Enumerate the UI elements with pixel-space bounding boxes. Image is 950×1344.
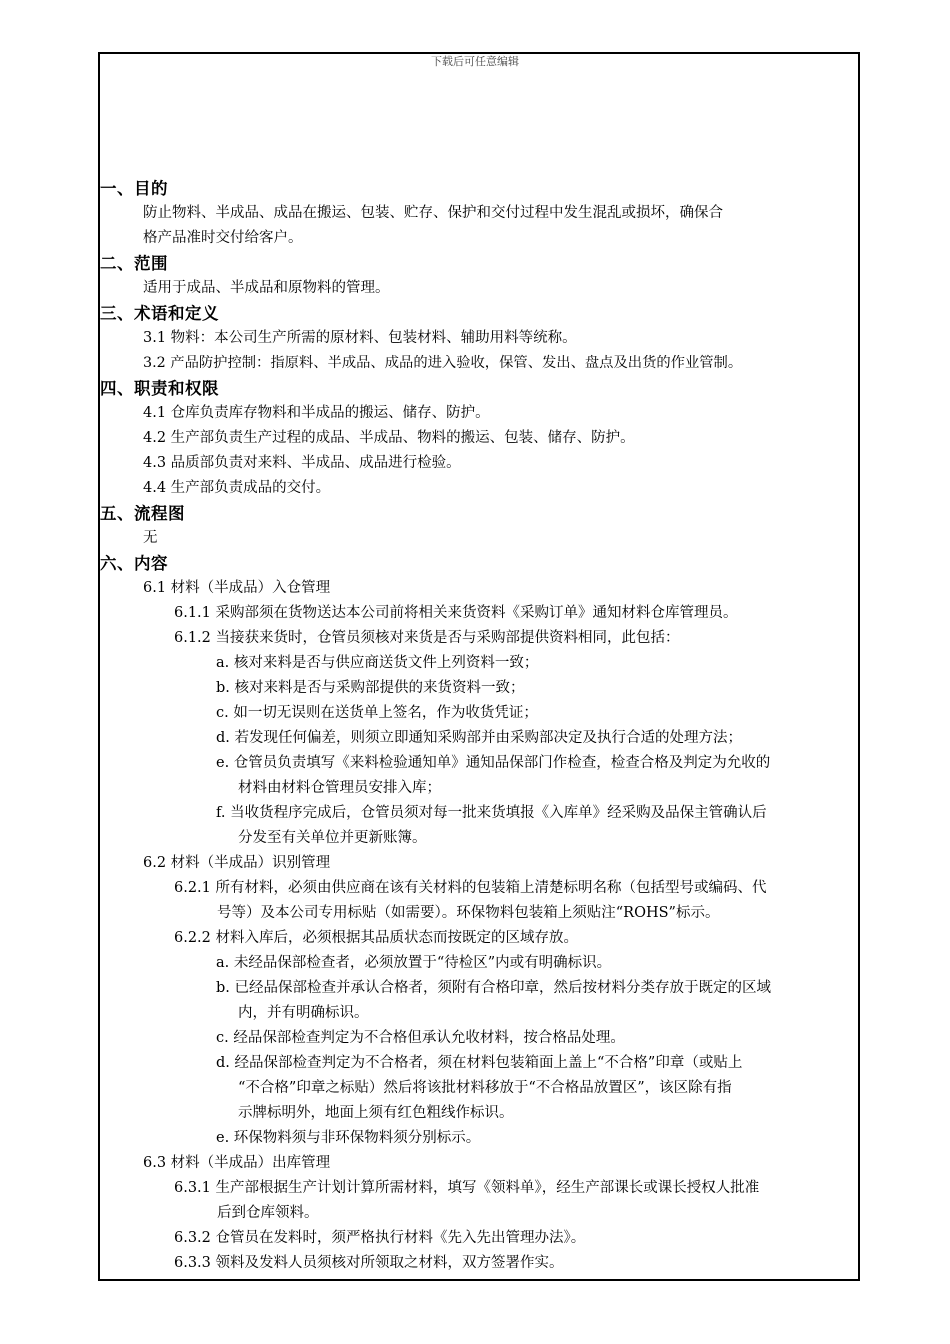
responsibility-item: 4.1 仓库负责库存物料和半成品的搬运、储存、防护。	[143, 405, 490, 421]
subsection-heading: 6.3 材料（半成品）出库管理	[143, 1155, 331, 1171]
list-item: e. 环保物料须与非环保物料须分别标示。	[216, 1130, 481, 1146]
clause-item: 6.1.2 当接获来货时，仓管员须核对来货是否与采购部提供资料相同，此包括：	[174, 630, 680, 646]
clause-item: 6.2.2 材料入库后，必须根据其品质状态而按既定的区域存放。	[174, 930, 579, 946]
section-heading-purpose: 一、目的	[100, 179, 168, 198]
clause-item: 6.3.1 生产部根据生产计划计算所需材料，填写《领料单》，经生产部课长或课长授权人批准	[174, 1180, 760, 1196]
paragraph: 适用于成品、半成品和原物料的管理。	[143, 280, 390, 296]
definition-item: 3.1 物料：本公司生产所需的原材料、包装材料、辅助用料等统称。	[143, 330, 577, 346]
responsibility-item: 4.3 品质部负责对来料、半成品、成品进行检验。	[143, 455, 461, 471]
paragraph: 格产品准时交付给客户。	[143, 230, 303, 246]
section-heading-terms: 三、术语和定义	[100, 304, 219, 323]
list-item: c. 如一切无误则在送货单上签名，作为收货凭证；	[216, 705, 538, 721]
list-item: a. 未经品保部检查者，必须放置于“待检区”内或有明确标识。	[216, 955, 612, 971]
definition-item: 3.2 产品防护控制：指原料、半成品、成品的进入验收，保管、发出、盘点及出货的作业管制。	[143, 355, 743, 371]
section-heading-scope: 二、范围	[100, 254, 168, 273]
list-item: b. 核对来料是否与采购部提供的来货资料一致；	[216, 680, 525, 696]
list-item: d. 经品保部检查判定为不合格者，须在材料包装箱面上盖上“不合格”印章（或贴上	[216, 1055, 743, 1071]
responsibility-item: 4.2 生产部负责生产过程的成品、半成品、物料的搬运、包装、储存、防护。	[143, 430, 635, 446]
section-heading-content: 六、内容	[100, 554, 168, 573]
list-item: b. 已经品保部检查并承认合格者，须附有合格印章，然后按材料分类存放于既定的区域	[216, 980, 771, 996]
subsection-heading: 6.2 材料（半成品）识别管理	[143, 855, 331, 871]
clause-item: 6.1.1 采购部须在货物送达本公司前将相关来货资料《采购订单》通知材料仓库管理员。	[174, 605, 738, 621]
clause-continuation: 号等）及本公司专用标贴（如需要）。环保物料包装箱上须贴注“ROHS”标示。	[217, 905, 720, 921]
list-item-continuation: 示牌标明外，地面上须有红色粗线作标识。	[238, 1105, 514, 1121]
paragraph: 无	[143, 530, 158, 546]
list-item: a. 核对来料是否与供应商送货文件上列资料一致；	[216, 655, 539, 671]
list-item: f. 当收货程序完成后，仓管员须对每一批来货填报《入库单》经采购及品保主管确认后	[216, 805, 767, 821]
clause-item: 6.3.2 仓管员在发料时，须严格执行材料《先入先出管理办法》。	[174, 1230, 586, 1246]
clause-item: 6.3.3 领料及发料人员须核对所领取之材料，双方签署作实。	[174, 1255, 564, 1271]
list-item-continuation: 分发至有关单位并更新账簿。	[238, 830, 427, 846]
section-heading-flowchart: 五、流程图	[100, 504, 185, 523]
responsibility-item: 4.4 生产部负责成品的交付。	[143, 480, 331, 496]
section-heading-responsibilities: 四、职责和权限	[100, 379, 219, 398]
paragraph: 防止物料、半成品、成品在搬运、包装、贮存、保护和交付过程中发生混乱或损坏，确保合	[143, 205, 723, 221]
clause-item: 6.2.1 所有材料，必须由供应商在该有关材料的包装箱上清楚标明名称（包括型号或编码、代	[174, 880, 767, 896]
list-item-continuation: 材料由材料仓管理员安排入库；	[238, 780, 441, 796]
list-item: e. 仓管员负责填写《来料检验通知单》通知品保部门作检查，检查合格及判定为允收的	[216, 755, 771, 771]
watermark-text: 下载后可任意编辑	[431, 55, 519, 68]
list-item-continuation: 内，并有明确标识。	[238, 1005, 369, 1021]
list-item: c. 经品保部检查判定为不合格但承认允收材料，按合格品处理。	[216, 1030, 625, 1046]
subsection-heading: 6.1 材料（半成品）入仓管理	[143, 580, 331, 596]
list-item-continuation: “不合格”印章之标贴）然后将该批材料移放于“不合格品放置区”，该区除有指	[238, 1080, 732, 1096]
clause-continuation: 后到仓库领料。	[217, 1205, 319, 1221]
list-item: d. 若发现任何偏差，则须立即通知采购部并由采购部决定及执行合适的处理方法；	[216, 730, 742, 746]
